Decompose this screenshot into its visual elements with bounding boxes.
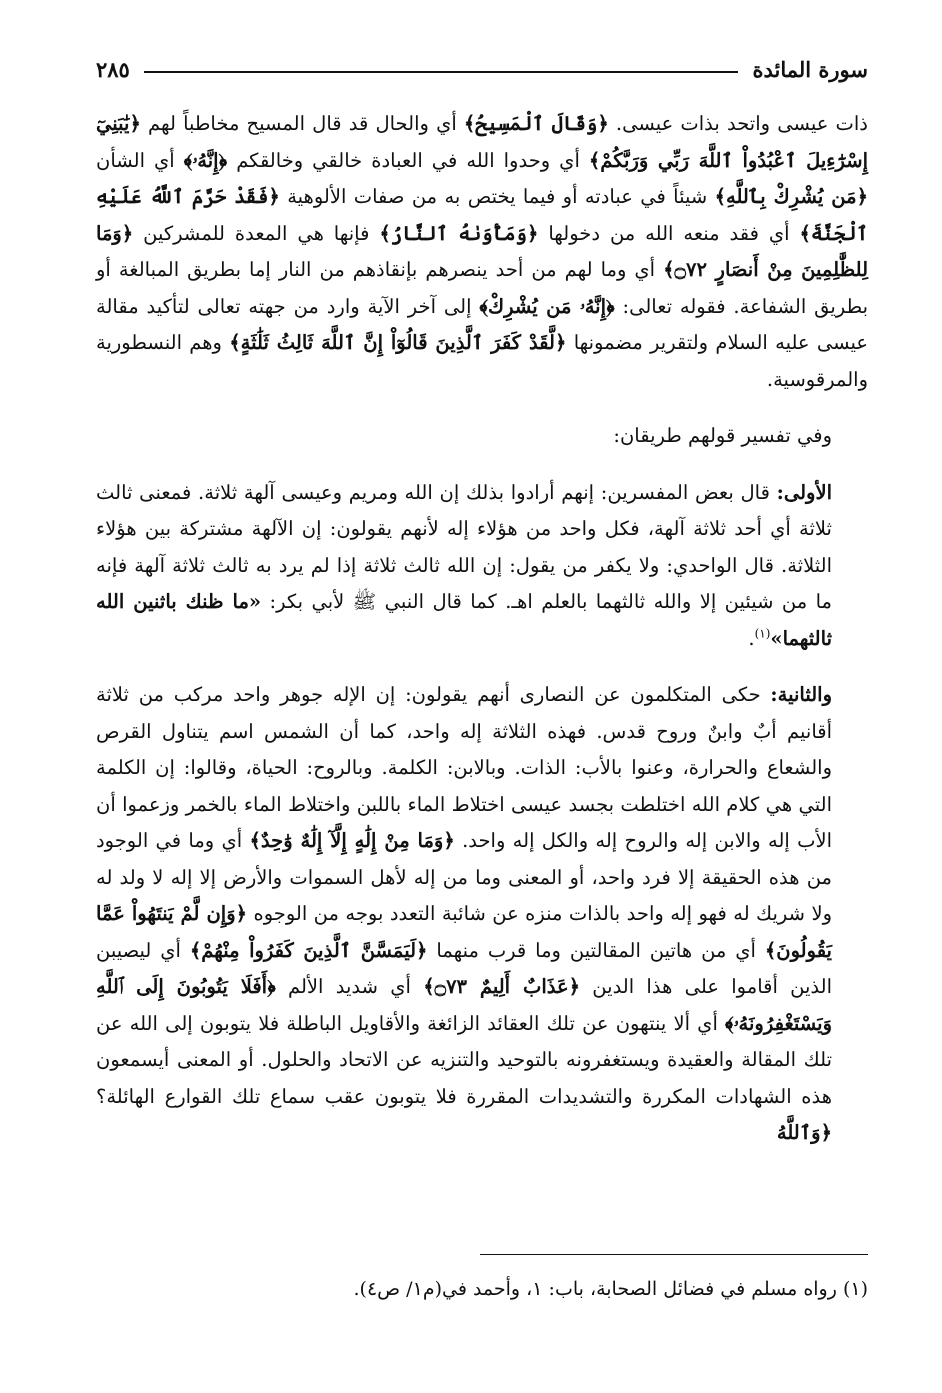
page-number: ٢٨٥	[96, 56, 130, 82]
text-run: أي والحال قد قال المسيح مخاطباً لهم	[140, 112, 464, 135]
footnote	[96, 1274, 868, 1304]
quran-quote: ﴿وَٱللَّهُ	[776, 1121, 832, 1144]
quran-quote: ﴿مَن يُشْرِكْ بِٱللَّهِ﴾	[714, 185, 869, 208]
quran-quote: ﴿يَٰبَنِيٓ إِسْرَٰٓءِيلَ ٱعْبُدُواْ ٱللَّهَ رَبِّي وَرَبَّكُمْ﴾	[96, 112, 868, 172]
text-run: أي الشأن	[96, 148, 184, 172]
quran-quote: ﴿وَمَا لِلظَّٰلِمِينَ مِنْ أَنصَارٍ ۝٧٢﴾	[96, 221, 869, 281]
quran-quote: ﴿وَمَأْوَىٰهُ ٱلنَّارُ﴾	[379, 221, 539, 245]
quran-quote: ﴿وَمَا مِنْ إِلَٰهٍ إِلَّآ إِلَٰهٌ وَٰحِدٌ﴾	[249, 829, 455, 852]
quran-quote: ﴿لَّقَدْ كَفَرَ ٱلَّذِينَ قَالُوٓاْ إِنَّ ٱللَّهَ ثَالِثُ ثَلَٰثَةٍ﴾	[229, 331, 567, 354]
surah-title: سورة المائدة	[752, 56, 868, 82]
text-run: أي شديد الألم	[275, 975, 424, 998]
paragraph-second-view	[96, 677, 868, 1152]
quran-quote: ﴿وَقَالَ ٱلْمَسِيحُ﴾	[463, 112, 609, 135]
hadith-quote: «ما ظنك باثنين الله ثالثهما»	[96, 590, 832, 650]
quran-quote: ﴿عَذَابٌ أَلِيمٌ ۝٧٣﴾	[423, 975, 581, 998]
text-run: وهم النسطورية والمرقوسية.	[96, 331, 868, 391]
paragraph-first-view	[96, 475, 868, 658]
footnote-separator	[480, 1254, 868, 1255]
text-run: أي وما لهم من أحد ينصرهم بإنقاذهم من النار إما بطريق المبالغة أو بطريق الشفاعة. فقوله تعالى:	[96, 258, 868, 318]
quran-quote: ﴿لَيَمَسَّنَّ ٱلَّذِينَ كَفَرُواْ مِنْهُمْ﴾	[189, 938, 428, 962]
text-run: فإنها هي المعدة للمشركين	[133, 221, 380, 245]
section-lead: والثانية:	[770, 683, 832, 706]
paragraph-intro: وفي تفسير قولهم طريقان:	[613, 424, 832, 447]
quran-quote: ﴿أَفَلَا يَتُوبُونَ إِلَى ٱللَّهِ وَيَسْتَغْفِرُونَهُۥ﴾	[96, 975, 832, 1035]
text-run: ذات عيسى واتحد بذات عيسى.	[608, 112, 868, 135]
quran-quote: ﴿إِنَّهُۥ مَن يُشْرِكْ﴾	[479, 294, 615, 318]
header-rule	[144, 71, 739, 73]
text-run: .	[748, 626, 755, 650]
text-run: أي فقد منعه الله من دخولها	[538, 221, 800, 245]
quran-quote: ﴿إِنَّهُۥ﴾	[183, 148, 228, 172]
running-header	[96, 52, 868, 86]
text-run: أي ألا ينتهون عن تلك العقائد الزائغة والأقاويل الباطلة فلا يتوبون إلى الله عن تلك المقالة والعقيدة ويستغفرونه بالتوحيد والتنزيه عن الاتحاد والحلول. أو المعنى أيسمعون هذه الشهادات المكررة والتشديدات المقررة فلا يتوبون عقب سماع تلك القوارع الهائلة؟	[96, 1011, 832, 1108]
quran-quote: ﴿وَإِن لَّمْ يَنتَهُواْ عَمَّا يَقُولُونَ﴾	[96, 902, 832, 962]
section-lead: الأولى:	[776, 480, 832, 504]
footnote-marker: (١)	[842, 1278, 868, 1300]
text-run: حكى المتكلمون عن النصارى أنهم يقولون: إن الإله جوهر واحد مركب من ثلاثة أقانيم أبٌ وابنٌ وروح قدس. فهذه الثلاثة إله واحد، كما أن الشمس اسم يتناول القرص والشعاع والحرارة، وعنوا بالأب: الذات. وبالابن: الكلمة. وبالروح: الحياة، وقالوا: إن الكلمة التي هي كلام الله اختلطت بجسد عيسى اختلاط الماء باللبن واختلاط الماء بالخمر وزعموا أن الأب إله والابن إله والروح إله والكل إله واحد.	[96, 683, 832, 852]
paragraph-tafsir-1	[96, 106, 868, 398]
text-run: أي وحدوا الله في العبادة خالقي وخالقكم	[227, 148, 589, 172]
text-run: أي ليصيبن الذين أقاموا على هذا الدين	[96, 938, 833, 998]
footnote-reference: (١)	[754, 626, 771, 640]
text-run: شيئاً في عبادته أو فيما يختص به من صفات الألوهية	[279, 185, 715, 208]
text-run: قال بعض المفسرين: إنهم أرادوا بذلك إن الله ومريم وعيسى آلهة ثلاثة. فمعنى ثالث ثلاثة أي أحد ثلاثة آلهة، فكل واحد من هؤلاء إله لأنهم يقولون: إن الآلهة مشتركة بين هؤلاء الثلاثة. قال الواحدي: ولا يكفر من يقول: إن الله ثالث ثلاثة إذا لم يرد به ثالث ثلاثة آلهة فإنه ما من شيئين إلا والله ثالثهما بالعلم اهـ. كما قال النبي ﷺ لأبي بكر:	[96, 480, 832, 613]
text-run: أي وما في الوجود من هذه الحقيقة إلا فرد واحد، أو المعنى وما من إله لأهل السموات والأرض إلا إله لا ولد له ولا شريك له فهو إله واحد بالذات منزه عن شائبة التعدد بوجه من الوجوه	[96, 829, 832, 925]
text-run: إلى آخر الآية وارد من جهته تعالى لتأكيد مقالة عيسى عليه السلام ولتقرير مضمونها	[96, 294, 868, 354]
text-run: أي من هاتين المقالتين وما قرب منهما	[427, 938, 765, 962]
footnote-text: رواه مسلم في فضائل الصحابة، باب: ١، وأحمد في(م١/ ص٤).	[353, 1278, 843, 1300]
page-body	[96, 106, 868, 1152]
quran-quote: ﴿فَقَدْ حَرَّمَ ٱللَّهُ عَلَيْهِ ٱلْجَنَّةَ﴾	[96, 185, 868, 245]
